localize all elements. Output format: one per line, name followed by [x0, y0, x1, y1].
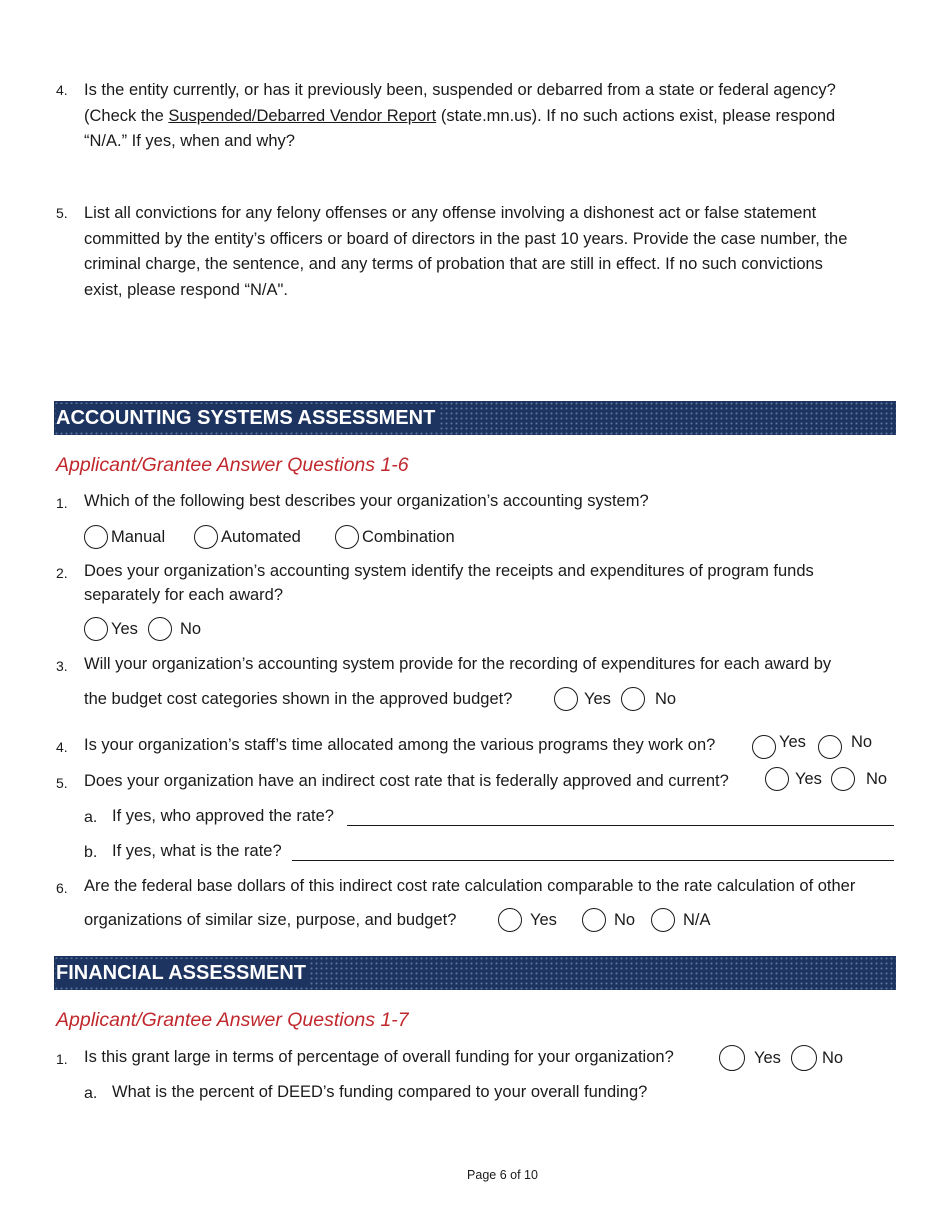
question-number: 4.	[56, 739, 68, 755]
option-no	[582, 908, 635, 932]
sub-item-label: a.	[84, 1085, 98, 1102]
no-radio[interactable]	[582, 908, 606, 932]
sub-item-label: a.	[84, 809, 98, 826]
option-combination	[335, 525, 455, 549]
automated-radio[interactable]	[194, 525, 218, 549]
option-label: No	[614, 910, 636, 929]
question-text: separately for each award?	[84, 586, 284, 604]
option-label: Yes	[779, 732, 806, 751]
option-label: Automated	[221, 527, 301, 546]
suspended-debarred-vendor-report-link[interactable]: Suspended/Debarred Vendor Report	[168, 106, 437, 125]
no-radio[interactable]	[621, 687, 645, 711]
page-number: Page 6 of 10	[467, 1168, 538, 1182]
section-subheading: Applicant/Grantee Answer Questions 1-6	[56, 454, 409, 476]
option-label: No	[655, 689, 677, 708]
option-yes	[752, 731, 806, 759]
option-automated	[194, 525, 301, 549]
section-heading: ACCOUNTING SYSTEMS ASSESSMENT	[56, 404, 439, 432]
sub-item-label: b.	[84, 844, 98, 861]
option-no	[148, 617, 201, 641]
no-radio[interactable]	[791, 1045, 817, 1071]
question-number: 4.	[56, 82, 68, 98]
text-fragment: (Check the	[84, 106, 169, 125]
question-text: Does your organization have an indirect cost rate that is federally approved and current?	[84, 772, 729, 790]
option-yes	[765, 767, 822, 791]
sub-question-text: What is the percent of DEED’s funding compared to your overall funding?	[112, 1083, 648, 1101]
yes-radio[interactable]	[498, 908, 522, 932]
question-text-line: “N/A.” If yes, when and why?	[84, 132, 295, 150]
question-5-convictions	[84, 201, 896, 303]
question-text-line: Is the entity currently, or has it previously been, suspended or debarred from a state or federal agency?	[84, 81, 836, 99]
yes-radio[interactable]	[752, 735, 776, 759]
section-heading: FINANCIAL ASSESSMENT	[56, 959, 310, 987]
option-no	[831, 767, 887, 791]
option-label: No	[180, 619, 202, 638]
option-yes	[84, 617, 138, 641]
question-text: Are the federal base dollars of this indirect cost rate calculation comparable to the rate calculation of other	[84, 877, 856, 895]
question-text: the budget cost categories shown in the approved budget?	[84, 690, 513, 708]
question-text: organizations of similar size, purpose, and budget?	[84, 911, 457, 929]
option-label: No	[866, 769, 888, 788]
no-radio[interactable]	[818, 735, 842, 759]
option-no	[818, 731, 872, 759]
question-text: Is this grant large in terms of percentage of overall funding for your organization?	[84, 1048, 674, 1066]
manual-radio[interactable]	[84, 525, 108, 549]
option-label: Yes	[795, 769, 822, 788]
question-text-line	[84, 104, 896, 130]
question-number: 1.	[56, 1051, 68, 1067]
option-label: No	[822, 1048, 844, 1067]
question-number: 1.	[56, 495, 68, 511]
option-label: Yes	[111, 619, 138, 638]
question-text: Will your organization’s accounting system provide for the recording of expenditures for each award by	[84, 655, 832, 673]
yes-radio[interactable]	[554, 687, 578, 711]
question-number: 3.	[56, 658, 68, 674]
question-text-line: exist, please respond “N/A".	[84, 280, 288, 299]
yes-radio[interactable]	[765, 767, 789, 791]
question-number: 5.	[56, 205, 68, 221]
option-label: Combination	[362, 527, 455, 546]
option-label: Manual	[111, 527, 166, 546]
question-text-line: criminal charge, the sentence, and any terms of probation that are still in effect. If no such convictions	[84, 255, 823, 273]
text-fragment: (state.mn.us). If no such actions exist, please respond	[436, 106, 836, 125]
yes-radio[interactable]	[84, 617, 108, 641]
sub-question-text: If yes, what is the rate?	[112, 842, 282, 860]
question-number: 2.	[56, 565, 68, 581]
approver-input-line[interactable]	[347, 825, 894, 826]
option-label: Yes	[530, 910, 557, 929]
question-text-line: List all convictions for any felony offenses or any offense involving a dishonest act or false statement	[84, 204, 817, 222]
combination-radio[interactable]	[335, 525, 359, 549]
question-number: 5.	[56, 775, 68, 791]
na-radio[interactable]	[651, 908, 675, 932]
question-text: Which of the following best describes your organization’s accounting system?	[84, 492, 649, 510]
question-text: Does your organization’s accounting system identify the receipts and expenditures of program funds	[84, 562, 814, 580]
question-text-line: committed by the entity’s officers or board of directors in the past 10 years. Provide the case number, the	[84, 229, 848, 248]
no-radio[interactable]	[148, 617, 172, 641]
rate-input-line[interactable]	[292, 860, 894, 861]
option-na	[651, 908, 711, 932]
section-subheading: Applicant/Grantee Answer Questions 1-7	[56, 1009, 409, 1031]
question-text: Is your organization’s staff’s time allocated among the various programs they work on?	[84, 736, 716, 754]
option-label: Yes	[584, 689, 611, 708]
question-4-suspended-debarred	[84, 78, 896, 155]
option-yes	[554, 687, 611, 711]
accounting-section-banner	[54, 401, 896, 435]
option-yes	[498, 908, 557, 932]
option-label: Yes	[754, 1048, 781, 1067]
yes-radio[interactable]	[719, 1045, 745, 1071]
option-no	[791, 1045, 843, 1071]
option-yes	[719, 1045, 781, 1071]
financial-section-banner	[54, 956, 896, 990]
option-label: No	[851, 732, 873, 751]
question-number: 6.	[56, 880, 68, 896]
no-radio[interactable]	[831, 767, 855, 791]
option-no	[621, 687, 676, 711]
sub-question-text: If yes, who approved the rate?	[112, 807, 334, 825]
option-manual	[84, 525, 165, 549]
option-label: N/A	[683, 910, 711, 929]
